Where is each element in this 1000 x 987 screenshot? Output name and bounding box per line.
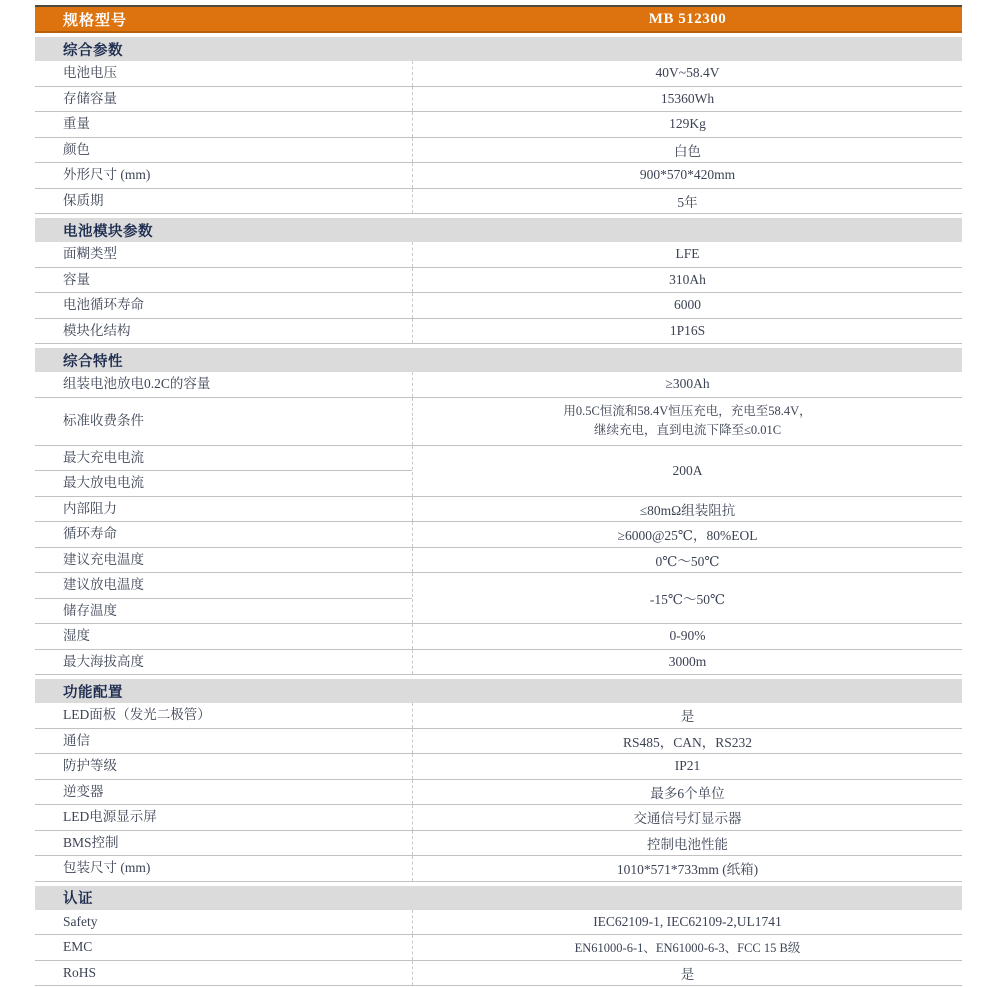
- spec-row: [35, 61, 962, 87]
- row-value: 40V~58.4V: [655, 65, 720, 81]
- row-label-cell: [35, 242, 413, 267]
- row-label-cell: [35, 61, 413, 86]
- section-title: 综合参数: [63, 42, 123, 59]
- row-value: 1010*571*733mm (纸箱): [616, 862, 759, 878]
- row-value: IEC62109-1, IEC62109-2,UL1741: [593, 913, 782, 929]
- spec-row: [35, 319, 962, 345]
- row-label: 最大放电电流: [63, 475, 144, 490]
- row-value: 1P16S: [669, 322, 706, 338]
- row-value: 0℃～50℃: [655, 553, 720, 569]
- row-value: 310Ah: [669, 271, 706, 287]
- row-value-cell: [413, 650, 962, 675]
- row-label-cell: [35, 729, 413, 754]
- row-value: ≤80mΩ组装阻抗: [639, 502, 736, 518]
- row-value: ≥6000@25℃，80%EOL: [617, 528, 758, 544]
- row-value: -15℃～50℃: [649, 592, 726, 607]
- spec-row: [35, 242, 962, 268]
- spec-model-label: 规格型号: [63, 12, 128, 29]
- row-value-cell: [413, 61, 962, 86]
- row-label-cell: [35, 961, 413, 986]
- row-value: LFE: [675, 246, 700, 262]
- row-value-cell: [413, 242, 962, 267]
- row-label: 建议放电温度: [35, 573, 412, 599]
- row-label-cell: [35, 293, 413, 318]
- row-label: 电池循环寿命: [63, 297, 144, 312]
- spec-row: [35, 497, 962, 523]
- row-label-cell: [35, 910, 413, 935]
- row-label-cell: [35, 138, 413, 163]
- row-value-cell: [413, 548, 962, 573]
- row-value: 5年: [677, 194, 698, 210]
- row-label-cell: [35, 780, 413, 805]
- row-label: 容量: [63, 271, 90, 287]
- row-value-cell: [413, 754, 962, 779]
- section-header: [35, 348, 962, 372]
- spec-row: [35, 935, 962, 961]
- row-value: 控制电池性能: [647, 836, 728, 852]
- row-value-cell: [413, 138, 962, 163]
- row-label: 组装电池放电0.2C的容量: [63, 376, 211, 391]
- row-value-cell: [413, 805, 962, 830]
- row-value-cell: [413, 268, 962, 293]
- model-header: [35, 7, 962, 33]
- row-label-cell: [35, 163, 413, 188]
- row-value: 用0.5C恒流和58.4V恒压充电，充电至58.4V，: [563, 404, 812, 418]
- row-value-cell: [413, 910, 962, 935]
- spec-row: [35, 398, 962, 446]
- row-value-cell: [413, 831, 962, 856]
- spec-row: [35, 189, 962, 215]
- row-value: ≥300Ah: [665, 376, 710, 392]
- row-value-cell: [413, 522, 962, 547]
- spec-row: [35, 831, 962, 857]
- row-value: 交通信号灯显示器: [633, 811, 742, 827]
- row-value: EN61000-6-1、EN61000-6-3、FCC 15 B级: [574, 941, 801, 956]
- row-value: 是: [680, 709, 695, 725]
- spec-row: [35, 910, 962, 936]
- row-label: Safety: [63, 913, 98, 929]
- spec-row: [35, 805, 962, 831]
- row-value-cell: [413, 703, 962, 728]
- section-header: [35, 679, 962, 703]
- row-value-cell: [413, 87, 962, 112]
- row-label: 储存温度: [63, 602, 117, 618]
- spec-row: [35, 372, 962, 398]
- spec-row: [35, 650, 962, 676]
- row-label: LED电源显示屏: [63, 809, 157, 824]
- row-value-cell: [413, 497, 962, 522]
- row-label-cell: [35, 446, 413, 496]
- row-label-cell: [35, 319, 413, 344]
- section-title: 综合特性: [63, 353, 123, 370]
- spec-row: [35, 522, 962, 548]
- spec-row: [35, 446, 962, 497]
- spec-row: [35, 961, 962, 987]
- row-label: 存储容量: [63, 90, 117, 106]
- spec-row: [35, 138, 962, 164]
- spec-row: [35, 754, 962, 780]
- section-header: [35, 886, 962, 910]
- row-label-cell: [35, 935, 413, 960]
- row-label: 颜色: [63, 141, 90, 157]
- spec-row: [35, 573, 962, 624]
- row-label: 重量: [63, 116, 90, 131]
- row-label-cell: [35, 87, 413, 112]
- row-value: 129Kg: [669, 116, 706, 132]
- row-value: RS485，CAN，RS232: [622, 734, 753, 750]
- table-body: [35, 37, 962, 986]
- section-header: [35, 218, 962, 242]
- row-label: 循环寿命: [63, 526, 117, 541]
- row-label: 建议充电温度: [63, 551, 144, 567]
- row-value-cell: [413, 729, 962, 754]
- row-label: 内部阻力: [63, 500, 117, 516]
- row-value: IP21: [674, 758, 701, 774]
- row-value-cell: [413, 319, 962, 344]
- row-label: 电池电压: [63, 65, 117, 80]
- spec-row: [35, 548, 962, 574]
- row-value: 最多6个单位: [650, 785, 725, 801]
- row-label-cell: [35, 112, 413, 137]
- spec-row: [35, 703, 962, 729]
- spec-row: [35, 268, 962, 294]
- row-label: 标准收费条件: [63, 412, 144, 428]
- row-label: 保质期: [63, 192, 104, 208]
- row-label-cell: [35, 497, 413, 522]
- section-title: 功能配置: [63, 684, 123, 701]
- row-label-cell: [35, 856, 413, 881]
- row-value: 白色: [674, 143, 701, 159]
- row-label-cell: [35, 805, 413, 830]
- row-value: 0-90%: [669, 628, 706, 644]
- row-value-cell: [413, 935, 962, 960]
- row-label-cell: [35, 754, 413, 779]
- spec-row: [35, 624, 962, 650]
- section-title: 电池模块参数: [63, 223, 153, 240]
- row-label-cell: [35, 522, 413, 547]
- row-value-cell: [413, 112, 962, 137]
- row-label: 最大海拔高度: [63, 653, 144, 669]
- spec-row: [35, 856, 962, 882]
- row-value-cell: [413, 372, 962, 397]
- row-label-cell: [35, 624, 413, 649]
- row-label: 通信: [63, 732, 90, 748]
- row-value-cell: [413, 961, 962, 986]
- row-value: 是: [680, 966, 695, 982]
- row-label: 湿度: [63, 628, 90, 643]
- row-value-cell: [413, 624, 962, 649]
- row-value-cell: [413, 189, 962, 214]
- row-label-cell: [35, 548, 413, 573]
- row-value-cell: [413, 398, 962, 445]
- row-label-cell: [35, 650, 413, 675]
- row-label: 最大充电电流: [35, 446, 412, 472]
- row-label: 外形尺寸 (mm): [63, 167, 151, 182]
- section-title: 认证: [63, 891, 93, 907]
- spec-row: [35, 112, 962, 138]
- row-value-cell: [413, 856, 962, 881]
- row-label: 模块化结构: [63, 322, 131, 338]
- section-header: [35, 37, 962, 61]
- row-label: 面糊类型: [63, 246, 117, 261]
- row-label: RoHS: [63, 964, 97, 980]
- row-value-cell: [413, 293, 962, 318]
- row-label-cell: [35, 703, 413, 728]
- row-label-cell: [35, 573, 413, 623]
- row-value-cell: [413, 573, 962, 623]
- row-label-cell: [35, 372, 413, 397]
- row-value: 900*570*420mm: [639, 167, 736, 183]
- spec-row: [35, 293, 962, 319]
- row-label: BMS控制: [63, 834, 119, 850]
- spec-row: [35, 87, 962, 113]
- row-value-cell: [413, 163, 962, 188]
- row-label-cell: [35, 398, 413, 445]
- row-value: 6000: [674, 297, 701, 313]
- row-value: 15360Wh: [660, 90, 715, 106]
- row-label-cell: [35, 831, 413, 856]
- row-label: 防护等级: [63, 758, 117, 773]
- model-number: MB 512300: [648, 10, 727, 27]
- spec-table: [35, 5, 962, 986]
- row-value-cell: [413, 780, 962, 805]
- row-label: 逆变器: [63, 783, 104, 799]
- row-value: 3000m: [668, 653, 707, 669]
- row-value: 继续充电，直到电流下降至≤0.01C: [593, 423, 782, 437]
- row-label: 包装尺寸 (mm): [63, 860, 151, 875]
- row-label-cell: [35, 189, 413, 214]
- spec-row: [35, 780, 962, 806]
- spec-row: [35, 729, 962, 755]
- row-value: 200A: [672, 462, 703, 478]
- row-label-cell: [35, 268, 413, 293]
- row-label: EMC: [63, 939, 93, 954]
- row-label: LED面板（发光二极管）: [63, 707, 211, 722]
- row-value-cell: [413, 446, 962, 496]
- spec-row: [35, 163, 962, 189]
